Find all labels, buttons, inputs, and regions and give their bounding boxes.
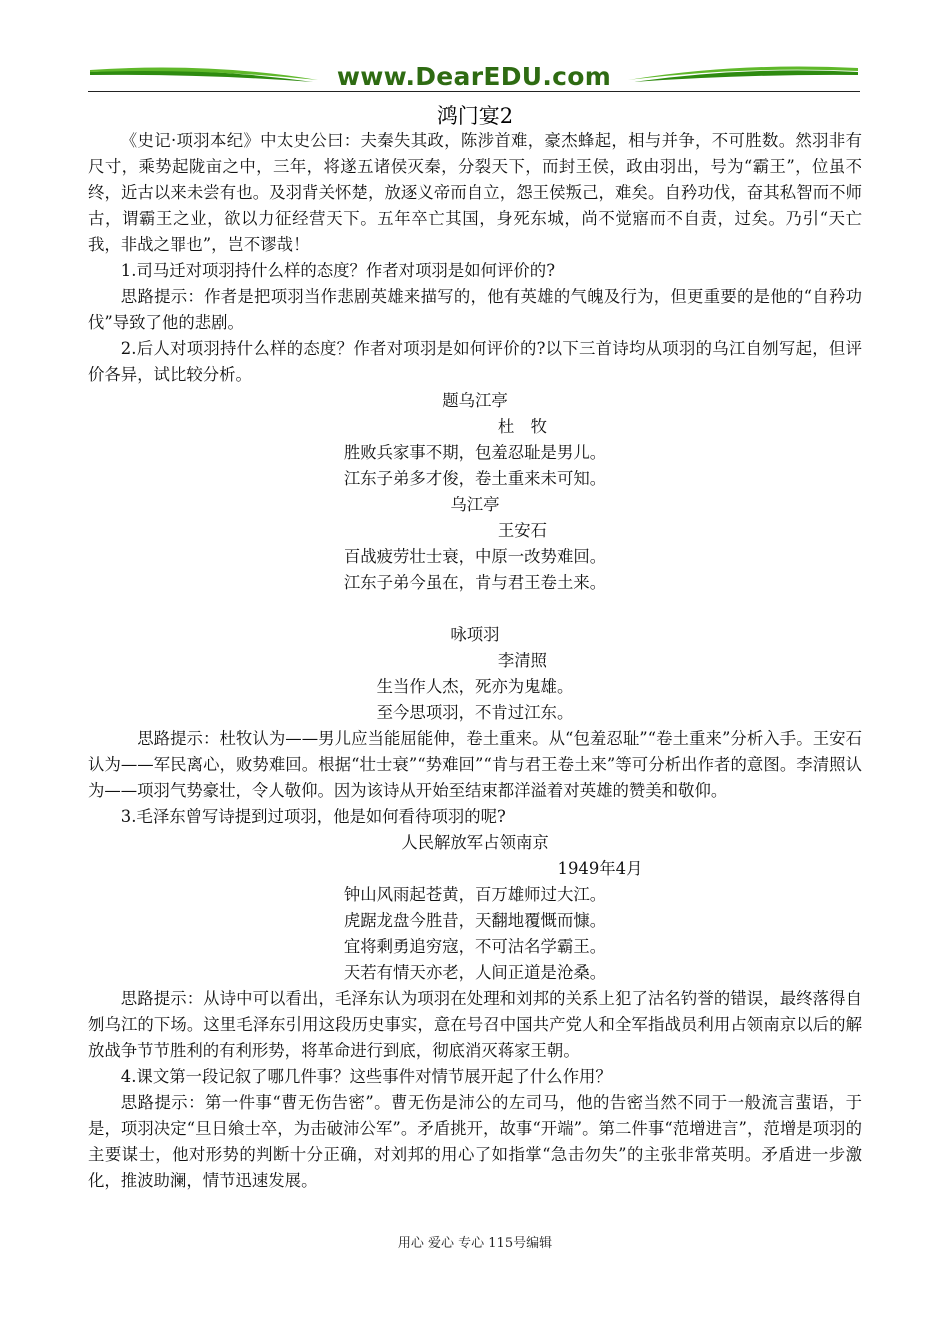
spacer [88,596,862,622]
question-4: 4.课文第一段记叙了哪几件事？这些事件对情节展开起了什么作用？ [120,1067,612,1086]
page-footer: 用心 爱心 专心 115号编辑 [397,1236,553,1251]
poem-line: 江东子弟多才俊，卷土重来未可知。 [343,469,607,488]
poem-line: 江东子弟今虽在，肯与君王卷土来。 [343,573,607,592]
hint-3: 思路提示：从诗中可以看出，毛泽东认为项羽在处理和刘邦的关系上犯了沽名钓誉的错误，最终落得自刎乌江的下场。这里毛泽东引用这段历史事实，意在号召中国共产党人和全军指战员利用占领南京以后的解放战争节节胜利的有利形势，将革命进行到底，彻底消灭蒋家王朝。 [88,989,862,1060]
header-rule [88,91,860,92]
poem-line: 生当作人杰，死亦为鬼雄。 [376,677,574,696]
poem-author: 杜 牧 [497,417,548,436]
poem-line: 至今思项羽，不肯过江东。 [376,703,574,722]
poem-title: 乌江亭 [450,495,500,514]
site-header [88,60,860,96]
poem-line: 虎踞龙盘今胜昔，天翻地覆慨而慷。 [343,911,607,930]
poem-title: 题乌江亭 [442,391,508,410]
poem-author: 李清照 [497,651,548,670]
hint-1: 思路提示：作者是把项羽当作悲剧英雄来描写的，他有英雄的气魄及行为，但更重要的是他的“自矜功伐”导致了他的悲剧。 [88,287,862,332]
site-url[interactable]: www.DearEDU.com [336,62,612,91]
poem-line: 胜败兵家事不期，包羞忍耻是男儿。 [343,443,607,462]
hint-4: 思路提示：第一件事“曹无伤告密”。曹无伤是沛公的左司马，他的告密当然不同于一般流言蜚语，于是，项羽决定“旦日飨士卒，为击破沛公军”。矛盾挑开，故事“开端”。第二件事“范增进言”，范增是项羽的主要谋士，他对形势的判断十分正确，对刘邦的用心了如指掌“急击勿失”的主张非常英明。矛盾进一步激化，推波助澜，情节迅速发展。 [88,1093,862,1190]
poem-title: 咏项羽 [450,625,500,644]
poem-author: 王安石 [497,521,548,540]
intro-paragraph: 《史记·项羽本纪》中太史公曰：夫秦失其政，陈涉首难，豪杰蜂起，相与并争，不可胜数。然羽非有尺寸，乘势起陇亩之中，三年，将遂五诸侯灭秦，分裂天下，而封王侯，政由羽出，号为“霸王”，位虽不终，近古以来未尝有也。及羽背关怀楚，放逐义帝而自立，怨王侯叛己，难矣。自矜功伐，奋其私智而不师古，谓霸王之业，欲以力征经营天下。五年卒亡其国，身死东城，尚不觉寤而不自责，过矣。乃引“天亡我，非战之罪也”，岂不谬哉！ [88,131,862,254]
question-1: 1.司马迁对项羽持什么样的态度？作者对项羽是如何评价的? [120,261,555,280]
document-body [88,128,862,1194]
poem-line: 钟山风雨起苍黄，百万雄师过大江。 [343,885,607,904]
poem-title: 人民解放军占领南京 [401,833,549,852]
question-2: 2.后人对项羽持什么样的态度？作者对项羽是如何评价的?以下三首诗均从项羽的乌江自刎写起，但评价各异，试比较分析。 [88,339,862,384]
poem-date: 1949年4月 [557,859,643,878]
poem-line: 天若有情天亦老，人间正道是沧桑。 [343,963,607,982]
hint-2: 思路提示：杜牧认为——男儿应当能屈能伸，卷土重来。从“包羞忍耻”“卷土重来”分析入手。王安石认为——军民离心，败势难回。根据“壮士衰”“势难回”“肯与君王卷土来”等可分析出作者的意图。李清照认为——项羽气势豪壮，令人敬仰。因为该诗从开始至结束都洋溢着对英雄的赞美和敬仰。 [88,729,862,800]
poem-line: 宜将剩勇追穷寇，不可沽名学霸王。 [343,937,607,956]
page-title: 鸿门宴2 [436,104,514,128]
question-3: 3.毛泽东曾写诗提到过项羽，他是如何看待项羽的呢? [120,807,506,826]
poem-line: 百战疲劳壮士衰，中原一改势难回。 [343,547,607,566]
